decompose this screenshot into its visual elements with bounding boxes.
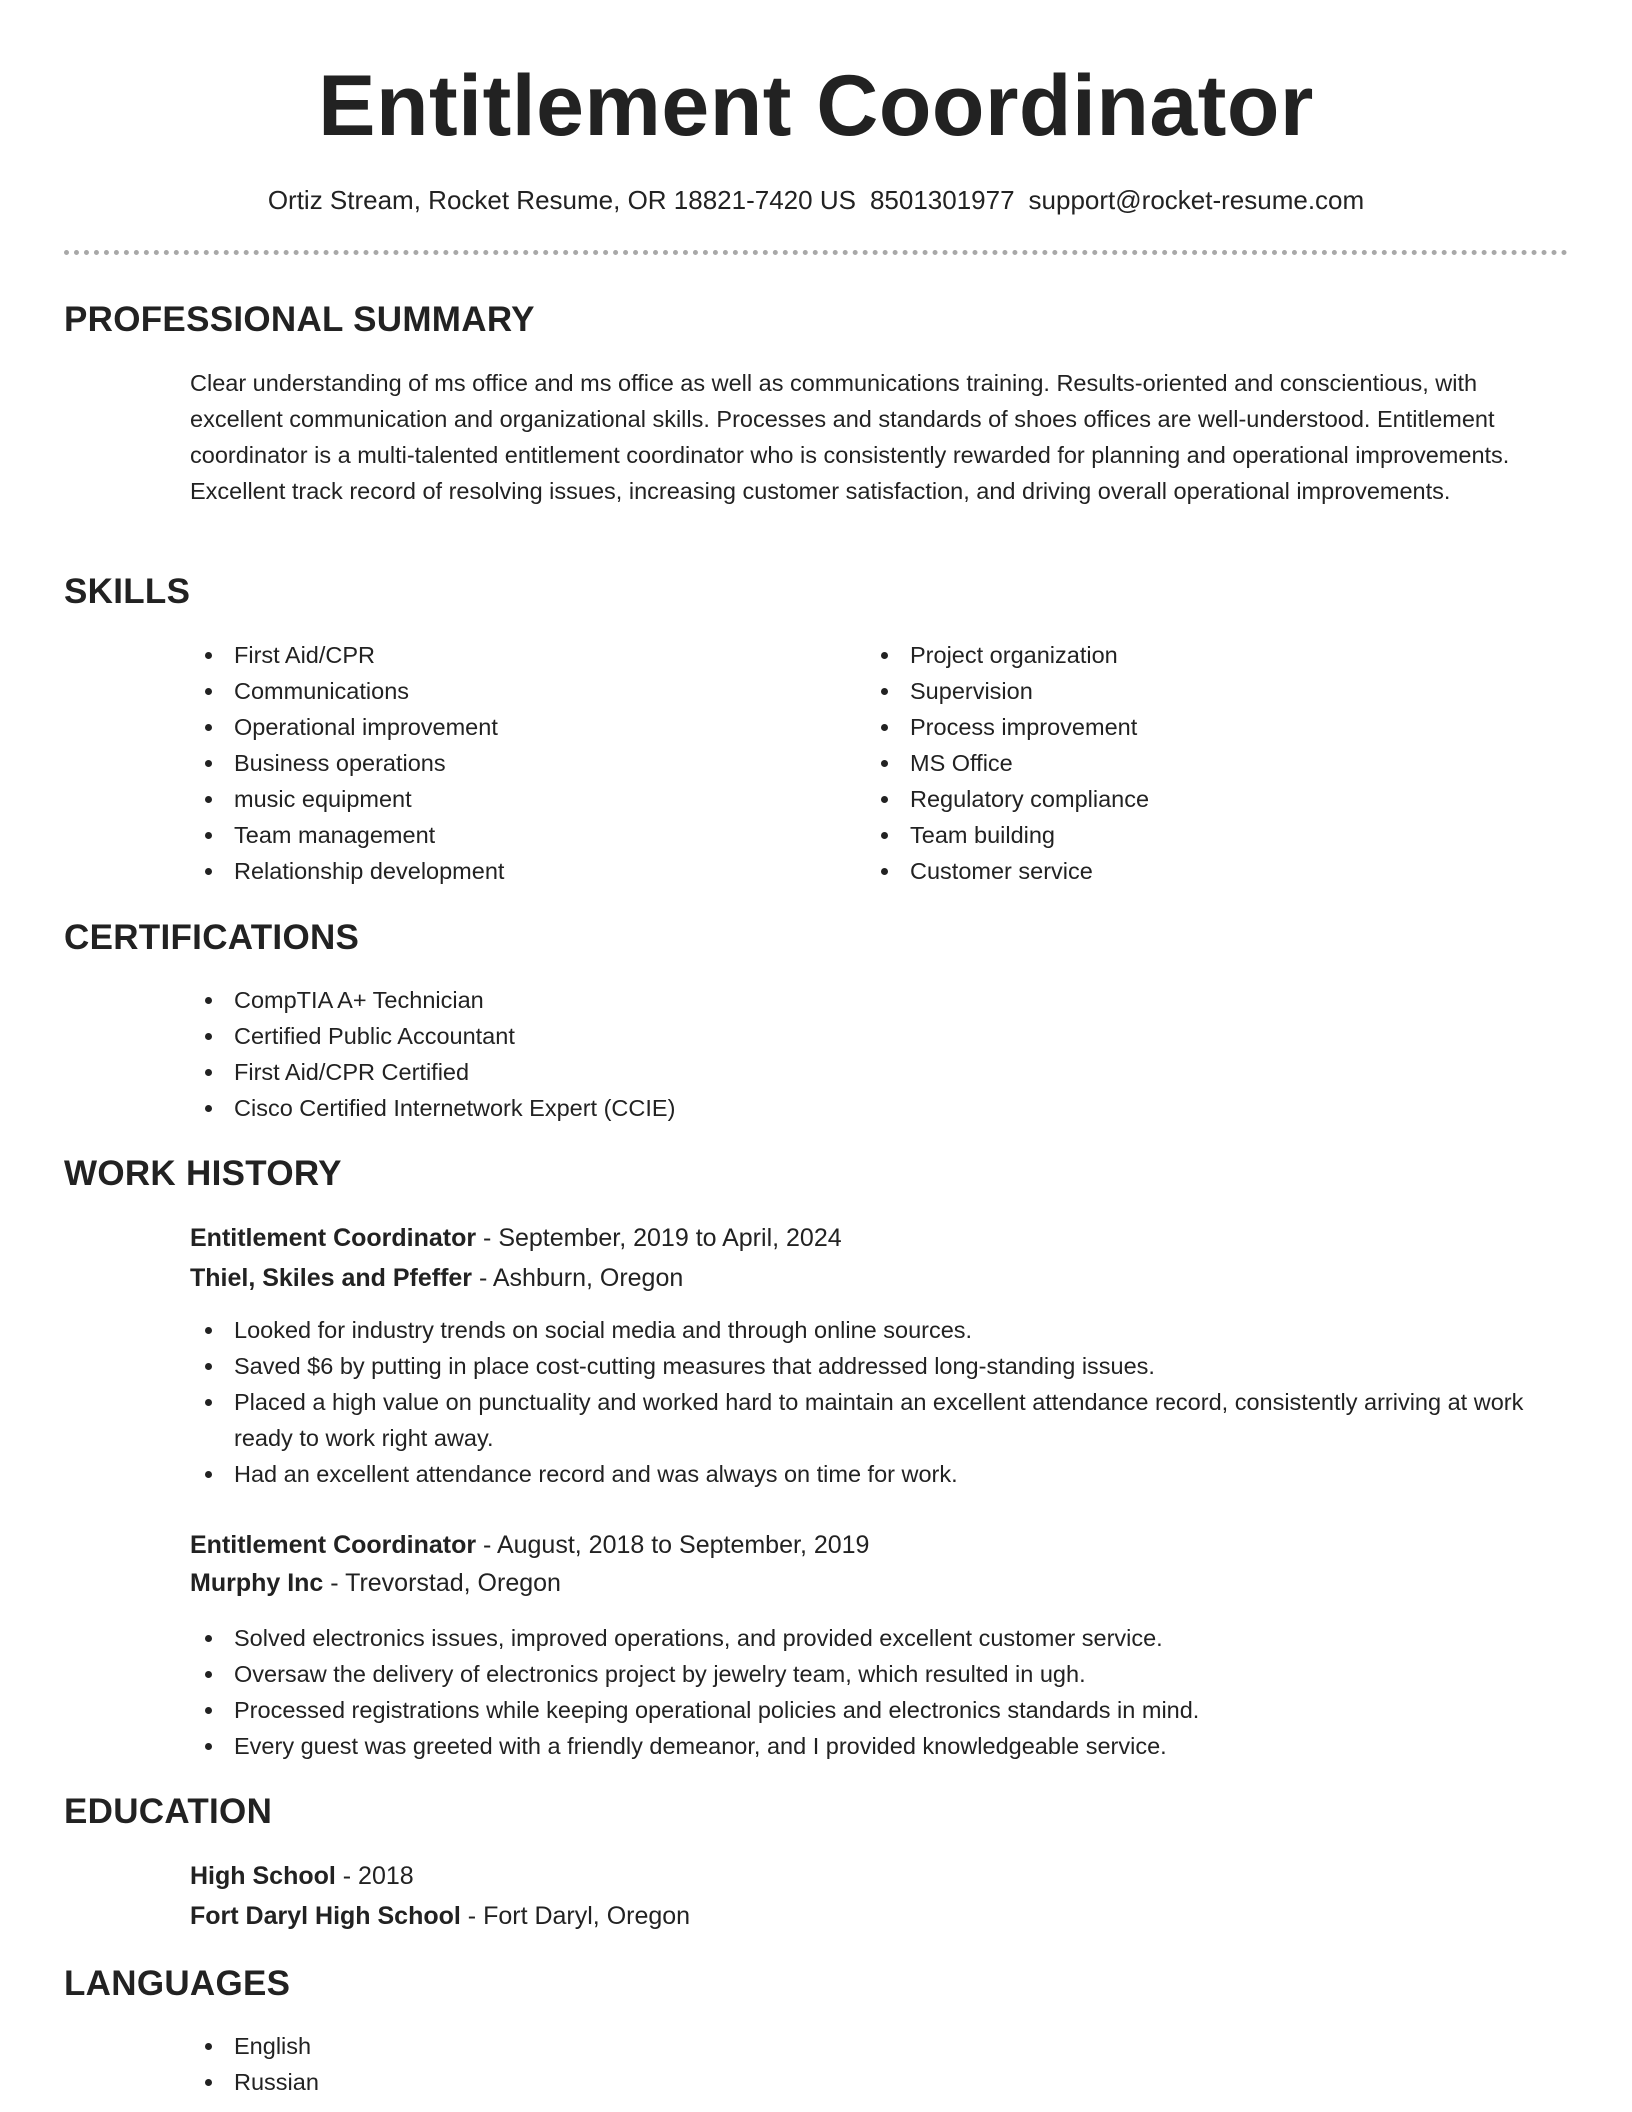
section-title-certifications: CERTIFICATIONS xyxy=(64,918,360,957)
contact-address: Ortiz Stream, Rocket Resume, OR 18821-7420 US xyxy=(267,185,856,215)
job-bullets xyxy=(190,1620,1199,1764)
skill-item: Operational improvement xyxy=(190,709,504,745)
contact-line xyxy=(0,0,1632,218)
job-bullet: Had an excellent attendance record and was always on time for work. xyxy=(190,1456,1584,1492)
contact-phone: 8501301977 xyxy=(869,185,1015,215)
education-year: - 2018 xyxy=(335,1862,414,1890)
skill-item: MS Office xyxy=(866,745,1149,781)
skill-item: Relationship development xyxy=(190,853,504,889)
certification-item: First Aid/CPR Certified xyxy=(190,1054,675,1090)
language-item: English xyxy=(190,2028,319,2064)
education-degree: High School xyxy=(190,1862,336,1890)
skill-item: Process improvement xyxy=(866,709,1149,745)
skills-list-left xyxy=(190,637,504,889)
skill-item: First Aid/CPR xyxy=(190,637,504,673)
education-school: Fort Daryl High School xyxy=(190,1902,461,1930)
job-dates: - August, 2018 to September, 2019 xyxy=(476,1531,870,1559)
job-company: Thiel, Skiles and Pfeffer xyxy=(190,1264,473,1292)
section-title-languages: LANGUAGES xyxy=(64,1964,291,2003)
job-company: Murphy Inc xyxy=(190,1569,324,1597)
job-role: Entitlement Coordinator xyxy=(190,1224,477,1252)
certification-item: Certified Public Accountant xyxy=(190,1018,675,1054)
skill-item: Project organization xyxy=(866,637,1149,673)
job-bullet: Solved electronics issues, improved operations, and provided excellent customer service. xyxy=(190,1620,1199,1656)
job-bullets xyxy=(190,1312,1584,1492)
job-bullet: Looked for industry trends on social media and through online sources. xyxy=(190,1312,1584,1348)
job-company-line xyxy=(190,1565,561,1601)
skills-list-right xyxy=(866,637,1149,889)
languages-list xyxy=(190,2028,319,2100)
job-bullet: Placed a high value on punctuality and worked hard to maintain an excellent attendance record, consistently arriving at work ready to work right away. xyxy=(190,1384,1584,1456)
contact-email: support@rocket-resume.com xyxy=(1028,185,1365,215)
job-title-line xyxy=(190,1527,869,1563)
job-bullet: Every guest was greeted with a friendly demeanor, and I provided knowledgeable service. xyxy=(190,1728,1199,1764)
education-degree-line xyxy=(190,1858,414,1894)
job-bullet: Saved $6 by putting in place cost-cutting measures that addressed long-standing issues. xyxy=(190,1348,1584,1384)
skill-item: Team management xyxy=(190,817,504,853)
certification-item: Cisco Certified Internetwork Expert (CCIE) xyxy=(190,1090,675,1126)
job-dates: - September, 2019 to April, 2024 xyxy=(476,1224,842,1252)
section-title-work-history: WORK HISTORY xyxy=(64,1154,342,1193)
skill-item: Team building xyxy=(866,817,1149,853)
job-bullet: Oversaw the delivery of electronics project by jewelry team, which resulted in ugh. xyxy=(190,1656,1199,1692)
certification-item: CompTIA A+ Technician xyxy=(190,982,675,1018)
job-location: - Trevorstad, Oregon xyxy=(323,1569,561,1597)
certifications-list xyxy=(190,982,675,1126)
summary-text: Clear understanding of ms office and ms office as well as communications training. Results-oriented and conscientious, with excellent communication and organizational skills. Processes and standards of shoes offices are well-understood. Entitlement coordinator is a multi-talented entitlement coordinator who is consistently rewarded for planning and operational improvements. Excellent track record of resolving issues, increasing customer satisfaction, and driving overall operational improvements. xyxy=(190,370,1510,504)
education-location: - Fort Daryl, Oregon xyxy=(460,1902,691,1930)
section-title-summary: PROFESSIONAL SUMMARY xyxy=(64,300,535,339)
skill-item: Communications xyxy=(190,673,504,709)
resume-name: Entitlement Coordinator xyxy=(318,58,1314,154)
job-location: - Ashburn, Oregon xyxy=(472,1264,684,1292)
section-title-education: EDUCATION xyxy=(64,1792,273,1831)
section-title-skills: SKILLS xyxy=(64,572,191,611)
header-divider xyxy=(64,250,1568,255)
job-title-line xyxy=(190,1220,842,1256)
skill-item: Business operations xyxy=(190,745,504,781)
job-role: Entitlement Coordinator xyxy=(190,1531,477,1559)
skill-item: Customer service xyxy=(866,853,1149,889)
education-school-line xyxy=(190,1898,690,1934)
skill-item: Supervision xyxy=(866,673,1149,709)
job-company-line xyxy=(190,1260,683,1296)
skill-item: Regulatory compliance xyxy=(866,781,1149,817)
language-item: Russian xyxy=(190,2064,319,2100)
job-bullet: Processed registrations while keeping operational policies and electronics standards in mind. xyxy=(190,1692,1199,1728)
skill-item: music equipment xyxy=(190,781,504,817)
